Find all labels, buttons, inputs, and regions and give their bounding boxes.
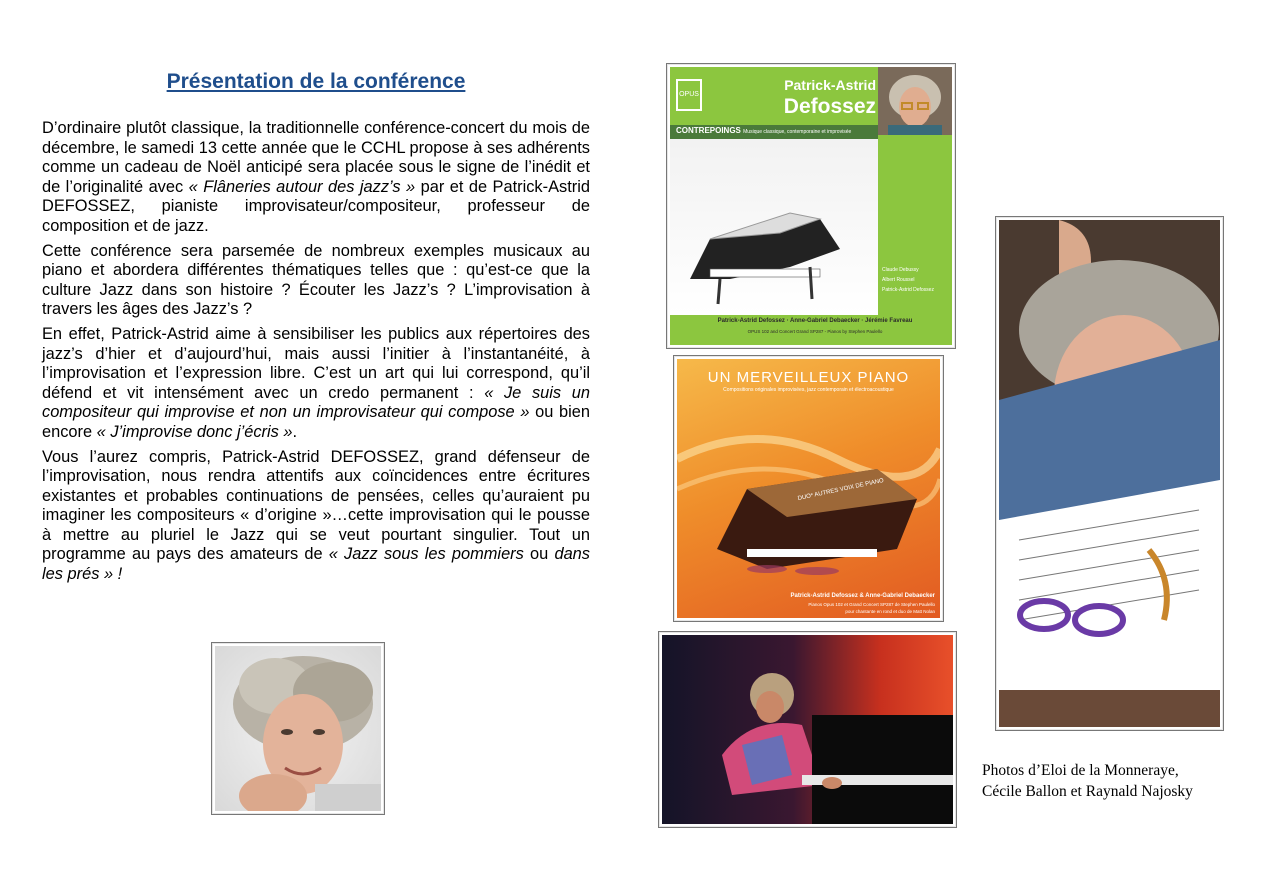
album1-piano-image — [670, 139, 878, 315]
album1-label: CONTREPOINGS Musique classique, contemporaine et improvisée — [676, 126, 852, 135]
album2-credits-2: pour chantante en rond et duo de Matt Nolan — [845, 609, 935, 614]
album2-subtitle: Compositions originales improvisées, jazz contemporain et électroacoustique — [723, 387, 894, 393]
album2-piano-image — [677, 399, 940, 579]
album2-performers: Patrick-Astrid Defossez & Anne-Gabriel Debaecker — [790, 593, 935, 599]
album1-artist-photo — [878, 67, 952, 135]
concert-photo — [658, 631, 957, 828]
album-cover-merveilleux-piano — [673, 355, 944, 622]
portrait-photo — [211, 642, 385, 815]
album1-logo: OPUS — [676, 79, 702, 111]
large-portrait-photo — [995, 216, 1224, 731]
page-title: Présentation de la conférence — [166, 70, 466, 93]
album-cover-contrepoings — [666, 63, 956, 349]
album1-credits: OPUS 102 and Concert Grand SP287 - Pianos by Stephen Paulello — [747, 329, 883, 334]
concert-image — [662, 635, 953, 824]
album2-credits: Pianos Opus 102 et Grand Concert SP287 de Stephen Paulello — [808, 602, 935, 607]
album2-piano-text: DUO* AUTRES VOIX DE PIANO — [797, 477, 885, 503]
album1-performers: Patrick-Astrid Defossez · Anne-Gabriel Debaecker · Jérémie Favreau — [717, 318, 913, 324]
large-portrait-image — [999, 220, 1220, 727]
paragraph-1: D’ordinaire plutôt classique, la traditionnelle conférence-concert du mois de décembre, le samedi 13 cette année que le CCHL propose à ses adhérents comme un cadeau de Noël anticipé sera placée sous le signe de l’inédit et de l’originalité avec « Flâneries autour des jazz’s » par et de Patrick-Astrid DEFOSSEZ, pianiste improvisateur/compositeur, professeur de composition et de jazz. — [42, 119, 590, 235]
album1-side-band: Claude Debussy Albert Roussel Patrick-Astrid Defossez — [878, 135, 952, 315]
photo-credits-caption: Photos d’Eloi de la Monneraye, Cécile Ballon et Raynald Najosky — [982, 762, 1193, 800]
paragraph-3: En effet, Patrick-Astrid aime à sensibiliser les publics aux répertoires des jazz’s d’hier et d’aujourd’hui, mais aussi l’initier à l’instantanéité, à l’improvisation et l’expression libre. C’est un art qui lui correspond, qu’il défend et vit intensément avec un credo permanent : « Je suis un compositeur qui improvise et non un improvisateur qui compose » ou bien encore « J’improvise donc j’écris ». — [42, 324, 590, 441]
article-body — [42, 119, 590, 590]
paragraph-4: Vous l’aurez compris, Patrick-Astrid DEFOSSEZ, grand défenseur de l’improvisation, nous rendra attentifs aux coïncidences entre écritures existantes et probables continuations de pensées, celles qu’auraient pu imaginer les compositeurs « d’origine »…cette improvisation qui le pousse à mettre au pluriel le Jazz qui se veut pourtant singulier. Tout un programme au pays des amateurs de « Jazz sous les pommiers ou dans les prés » ! — [42, 447, 590, 584]
album2-title: UN MERVEILLEUX PIANO — [707, 369, 910, 386]
portrait-image — [215, 646, 381, 811]
album1-artist-first: Patrick-Astrid — [784, 77, 876, 93]
album1-artist-last: Defossez — [783, 95, 876, 118]
paragraph-2: Cette conférence sera parsemée de nombreux exemples musicaux au piano et abordera différentes thématiques telles que : qu’est-ce que la culture Jazz dans son histoire ? Écouter les Jazz’s ? L’improvisation à travers les âges des Jazz’s ? — [42, 241, 590, 319]
